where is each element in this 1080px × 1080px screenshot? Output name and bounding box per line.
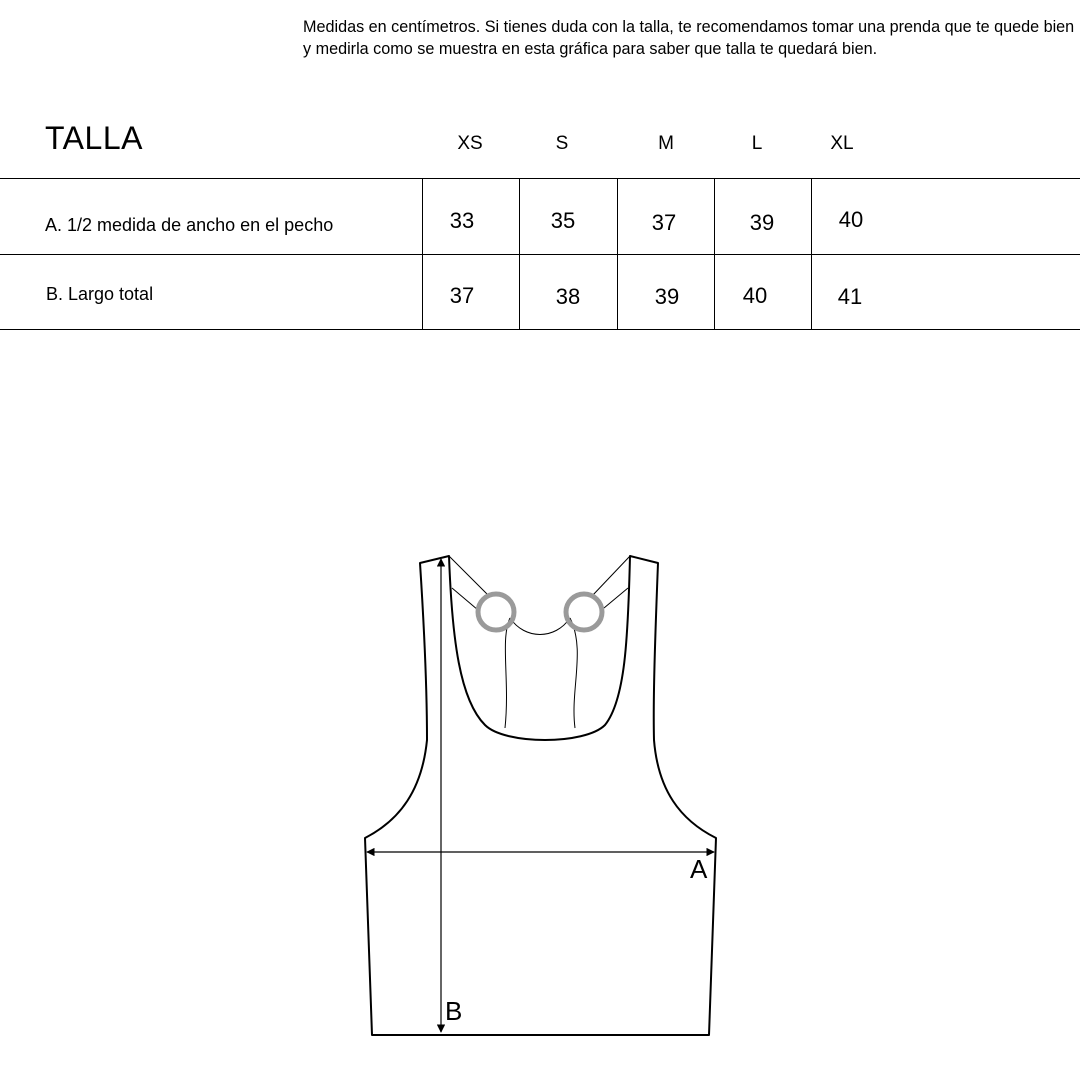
dimension-label-b: B (445, 996, 463, 1026)
cell-length-l: 40 (742, 283, 768, 308)
cell-length-s: 38 (555, 284, 581, 309)
strap-details (449, 556, 630, 728)
cell-chest-l: 39 (749, 210, 775, 235)
cell-chest-m: 37 (651, 210, 677, 235)
size-header-xl: XL (830, 133, 854, 154)
size-header-s: S (555, 133, 569, 154)
dimension-label-a: A (690, 854, 708, 884)
cell-length-m: 39 (654, 284, 680, 309)
cell-chest-xl: 40 (838, 207, 864, 232)
o-ring-left (478, 594, 514, 630)
row-label-chest-width: A. 1/2 medida de ancho en el pecho (45, 215, 334, 235)
size-table-title: TALLA (45, 120, 143, 156)
size-header-m: M (658, 133, 674, 154)
size-header-xs: XS (457, 133, 483, 154)
row-label-total-length: B. Largo total (46, 284, 154, 304)
size-header-l: L (751, 133, 763, 154)
measurement-instructions: Medidas en centímetros. Si tienes duda con la talla, te recomendamos tomar una prenda que te quede bien y medirla como se muestra en esta gráfica para saber que talla te quedará bien. (303, 18, 1075, 58)
cell-length-xs: 37 (449, 283, 475, 308)
cell-length-xl: 41 (837, 284, 863, 309)
cell-chest-s: 35 (550, 208, 576, 233)
tank-top-outline (365, 556, 716, 1035)
cell-chest-xs: 33 (449, 208, 475, 233)
o-ring-right (566, 594, 602, 630)
